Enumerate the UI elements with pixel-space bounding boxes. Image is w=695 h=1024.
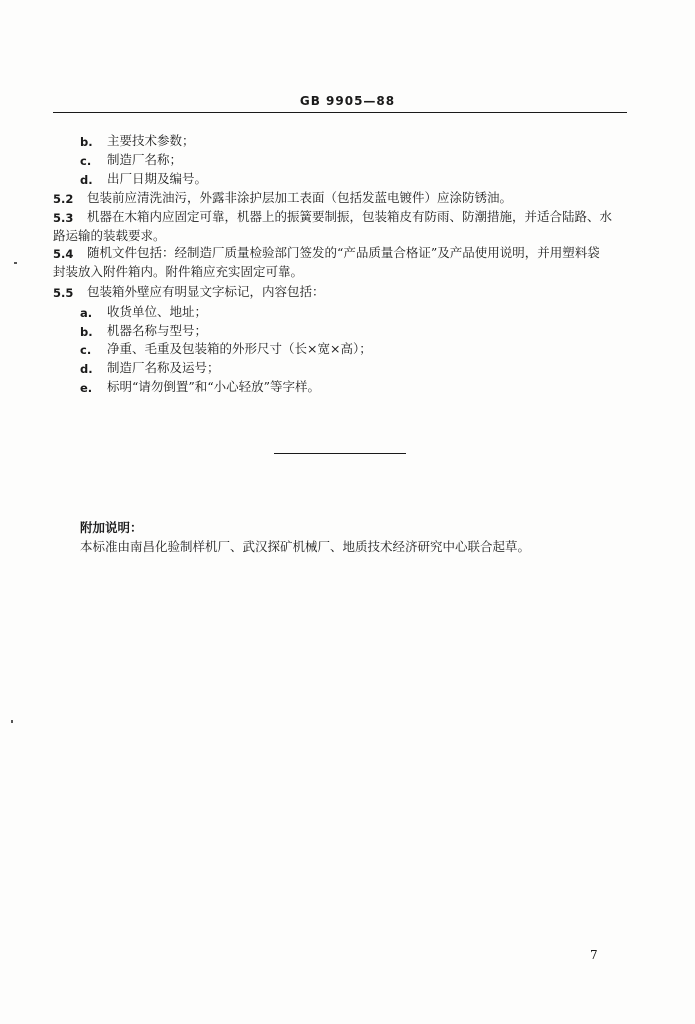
item-text: 制造厂名称及运号； (107, 360, 220, 375)
item-text: 机器名称与型号； (107, 323, 208, 338)
section-text: 随机文件包括：经制造厂质量检验部门签发的“产品质量合格证”及产品使用说明，并用塑料袋 (87, 245, 600, 260)
item-label: c. (80, 343, 92, 357)
item-label: e. (80, 381, 93, 395)
section-text: 路运输的装载要求。 (53, 228, 166, 243)
item-text: 主要技术参数； (107, 133, 195, 148)
note-title: 附加说明： (80, 520, 143, 535)
scan-speck (11, 720, 13, 723)
item-label: b. (80, 325, 93, 339)
item-label: d. (80, 362, 93, 376)
section-text: 包装前应清洗油污，外露非涂护层加工表面（包括发蓝电镀件）应涂防锈油。 (87, 190, 513, 205)
section-number: 5.5 (53, 286, 74, 300)
section-text: 机器在木箱内应固定可靠，机器上的振簧要制振，包装箱皮有防雨、防潮措施，并适合陆路、水 (87, 209, 613, 224)
item-text: 制造厂名称； (107, 152, 183, 167)
header-rule (53, 112, 627, 113)
note-text: 本标准由南昌化验制样机厂、武汉探矿机械厂、地质技术经济研究中心联合起草。 (80, 539, 531, 554)
item-text: 标明“请勿倒置”和“小心轻放”等字样。 (107, 379, 321, 394)
section-text: 封装放入附件箱内。附件箱应充实固定可靠。 (53, 264, 304, 279)
standard-code-header: GB 9905—88 (299, 94, 396, 108)
section-number: 5.4 (53, 247, 74, 261)
item-label: c. (80, 154, 92, 168)
item-label: a. (80, 306, 93, 320)
item-label: b. (80, 135, 93, 149)
end-of-text-rule (274, 453, 406, 454)
scan-speck (14, 262, 17, 264)
item-text: 收货单位、地址； (107, 304, 208, 319)
item-label: d. (80, 173, 93, 187)
section-number: 5.3 (53, 211, 74, 225)
item-text: 净重、毛重及包装箱的外形尺寸（长×宽×高）； (107, 341, 372, 356)
section-number: 5.2 (53, 192, 74, 206)
page-number: 7 (590, 948, 598, 962)
item-text: 出厂日期及编号。 (107, 171, 208, 186)
section-text: 包装箱外壁应有明显文字标记，内容包括： (87, 284, 325, 299)
